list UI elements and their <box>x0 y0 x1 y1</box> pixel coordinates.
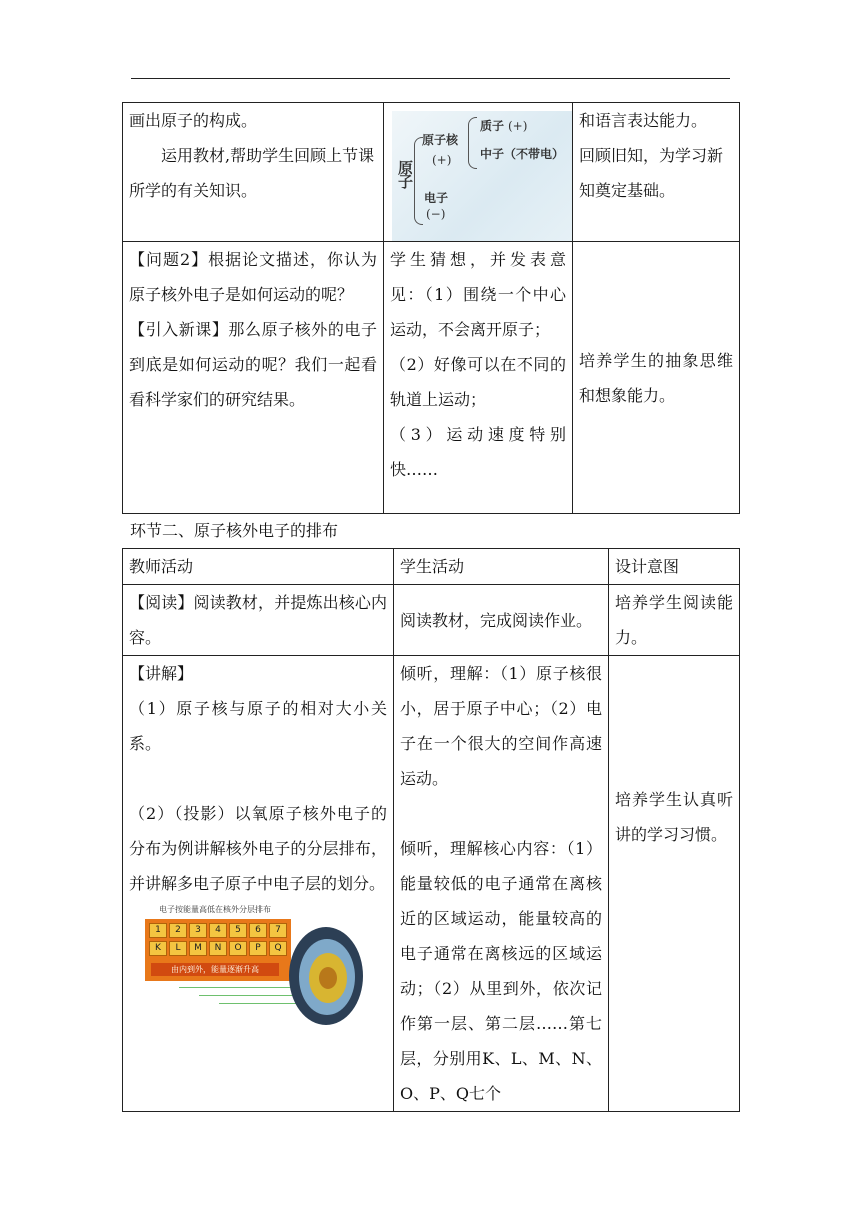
paragraph: 【问题2】根据论文描述，你认为原子核外电子是如何运动的呢？ <box>129 250 377 304</box>
arrow-text: 由内到外，能量逐渐升高 <box>151 963 279 976</box>
header-rule <box>131 78 730 79</box>
nucleus-dot <box>319 967 337 989</box>
table-row <box>123 585 740 656</box>
paragraph: 倾听，理解核心内容：（1）能量较低的电子通常在离核近的区域运动，能量较高的电子通常在离核远的区域运动；（2）从里到外，依次记作第一层、第二层……第七层，分别用K、L、M、N、O、P、Q七个 <box>400 839 602 1103</box>
paragraph: 学生猜想，并发表意见：（1）围绕一个中心运动，不会离开原子； <box>390 250 566 339</box>
design-intent-cell <box>573 103 740 242</box>
shell-letter-label: M <box>189 941 207 956</box>
paragraph: 运用教材,帮助学生回顾上节课所学的有关知识。 <box>129 146 375 200</box>
shell-number-label: 7 <box>269 923 287 938</box>
paragraph: （2）（投影）以氧原子核外电子的分布为例讲解核外电子的分层排布，并讲解多电子原子中电子层的划分。 <box>129 804 387 893</box>
paragraph: 阅读教材，完成阅读作业。 <box>400 610 593 630</box>
teacher-activity-cell <box>123 585 394 656</box>
shell-number-label: 4 <box>209 923 227 938</box>
shell-letter-label: L <box>169 941 187 956</box>
electron-charge: (−) <box>426 207 446 221</box>
neutron-label: 中子（不带电） <box>480 147 565 161</box>
shell-number-label: 2 <box>169 923 187 938</box>
shell-letter-label: P <box>249 941 267 956</box>
shell-letter-label: N <box>209 941 227 956</box>
shell-letter-label: Q <box>269 941 287 956</box>
shell-number-label: 1 <box>149 923 167 938</box>
paragraph: （3）运动速度特别快…… <box>390 425 566 479</box>
wire <box>179 987 299 988</box>
table-row <box>123 242 740 514</box>
paragraph: 培养学生的抽象思维和想象能力。 <box>579 350 733 405</box>
teacher-activity-cell <box>123 656 394 1112</box>
teacher-activity-cell <box>123 103 384 242</box>
design-intent-cell <box>609 656 740 1112</box>
paragraph: 回顾旧知，为学习新知奠定基础。 <box>579 146 724 200</box>
electron-label: 电子 <box>424 191 449 205</box>
lesson-table-section2 <box>122 548 740 1112</box>
paragraph: 培养学生阅读能力。 <box>615 593 733 647</box>
paragraph: 【讲解】 <box>129 664 194 683</box>
paragraph: 培养学生认真听讲的学习习惯。 <box>615 790 733 844</box>
student-activity-cell <box>394 585 609 656</box>
atom-label: 原子 <box>398 159 414 191</box>
paragraph: （1）原子核与原子的相对大小关系。 <box>129 699 387 753</box>
table-header-row <box>123 549 740 585</box>
section-caption: 环节二、原子核外电子的排布 <box>130 521 339 540</box>
design-intent-cell <box>573 242 740 514</box>
nucleus-label: 原子核 <box>422 133 459 147</box>
proton-label: 质子 <box>480 119 505 133</box>
column-header: 设计意图 <box>609 549 740 585</box>
nucleus-brace <box>468 117 477 169</box>
lesson-table-section1 <box>122 102 740 514</box>
shell-number-label: 6 <box>249 923 267 938</box>
table-row <box>123 656 740 1112</box>
electron-shells-image <box>139 905 365 1029</box>
column-header: 学生活动 <box>394 549 609 585</box>
design-intent-cell <box>609 585 740 656</box>
shell-letter-label: O <box>229 941 247 956</box>
shell-letter-label: K <box>149 941 167 956</box>
atom-brace <box>414 137 423 225</box>
shell-number-label: 5 <box>229 923 247 938</box>
atom-structure-diagram <box>392 111 572 241</box>
paragraph: 倾听，理解：（1）原子核很小，居于原子中心；（2）电子在一个很大的空间作高速运动。 <box>400 664 602 788</box>
table-row <box>123 103 740 242</box>
paragraph: 和语言表达能力。 <box>579 111 708 130</box>
student-activity-cell <box>384 242 573 514</box>
student-activity-cell <box>394 656 609 1112</box>
teacher-activity-cell <box>123 242 384 514</box>
paragraph: （2）好像可以在不同的轨道上运动； <box>390 355 566 409</box>
student-activity-cell <box>384 103 573 242</box>
proton-charge: (+) <box>508 119 528 133</box>
shell-number-label: 3 <box>189 923 207 938</box>
paragraph: 画出原子的构成。 <box>129 111 258 130</box>
paragraph: 【引入新课】那么原子核外的电子到底是如何运动的呢？我们一起看看科学家们的研究结果。 <box>129 320 377 409</box>
image-title: 电子按能量高低在核外分层排布 <box>159 905 271 914</box>
paragraph: 【阅读】阅读教材，并提炼出核心内容。 <box>129 593 387 647</box>
column-header: 教师活动 <box>123 549 394 585</box>
nucleus-charge: (+) <box>432 153 452 167</box>
